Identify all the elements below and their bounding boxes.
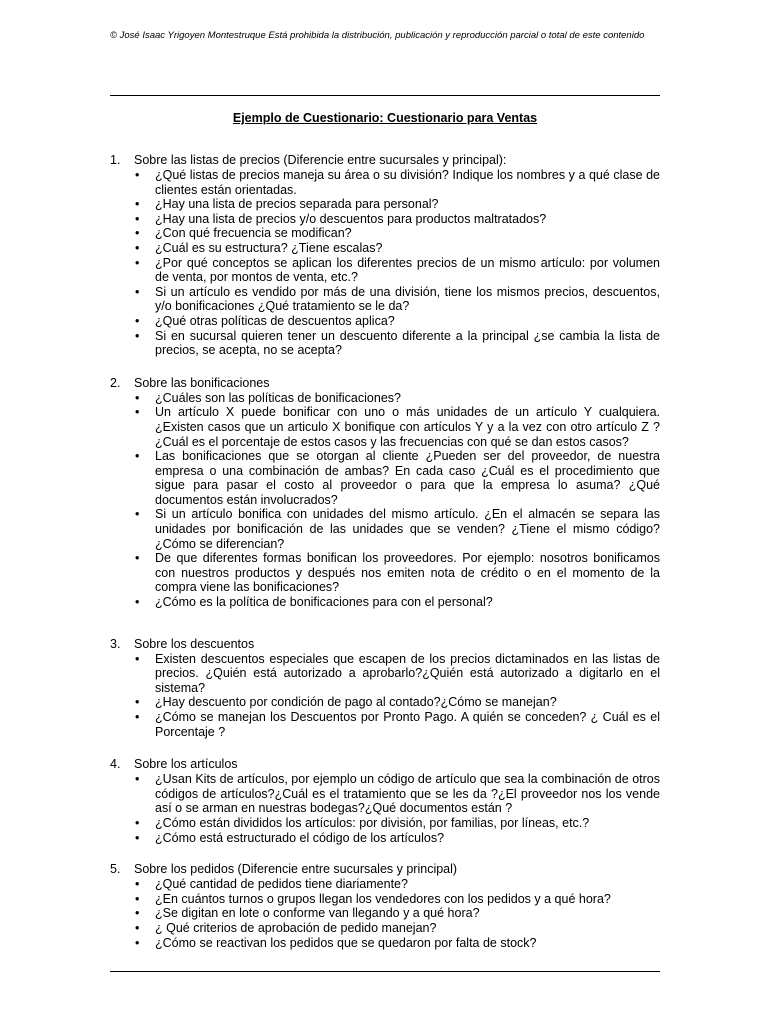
- bullet-icon: •: [135, 328, 140, 343]
- question-list: [110, 652, 660, 740]
- section-number: 4.: [110, 757, 121, 772]
- question-section: [110, 637, 660, 740]
- section-heading: [110, 637, 660, 652]
- question-item: [110, 314, 660, 329]
- question-item: [110, 168, 660, 197]
- section-number: 5.: [110, 862, 121, 877]
- question-text: ¿En cuántos turnos o grupos llegan los vendedores con los pedidos y a qué hora?: [155, 891, 611, 906]
- question-text: ¿Cómo están divididos los artículos: por división, por familias, por líneas, etc.?: [155, 815, 590, 830]
- question-list: [110, 391, 660, 610]
- question-item: [110, 226, 660, 241]
- question-text: ¿Hay una lista de precios y/o descuentos para productos maltratados?: [155, 211, 547, 226]
- question-item: [110, 329, 660, 358]
- bullet-icon: •: [135, 877, 140, 892]
- section-heading: [110, 757, 660, 772]
- copyright-header: © José Isaac Yrigoyen Montestruque Está prohibida la distribución, publicación y reproducción parcial o total de este contenido: [110, 30, 645, 41]
- bullet-icon: •: [135, 240, 140, 255]
- section-heading: [110, 376, 660, 391]
- bullet-icon: •: [135, 920, 140, 935]
- question-item: [110, 921, 660, 936]
- bullet-icon: •: [135, 710, 140, 724]
- question-text: ¿Cuáles son las políticas de bonificaciones?: [155, 390, 401, 405]
- question-item: [110, 816, 660, 831]
- bullet-icon: •: [135, 168, 140, 182]
- question-item: [110, 391, 660, 406]
- question-list: [110, 877, 660, 950]
- bullet-icon: •: [135, 255, 140, 270]
- question-section: [110, 153, 660, 358]
- question-text: ¿Cómo se manejan los Descuentos por Pronto Pago. A quién se conceden? ¿ Cuál es el Porcentaje ?: [155, 710, 660, 739]
- section-number: 1.: [110, 153, 121, 167]
- question-item: [110, 906, 660, 921]
- section-number: 2.: [110, 375, 121, 390]
- bullet-icon: •: [135, 595, 140, 610]
- bullet-icon: •: [135, 815, 140, 830]
- question-text: ¿Usan Kits de artículos, por ejemplo un código de artículo que sea la combinación de otros códigos de artículos?¿Cuál es el tratamiento que se les da ?¿El proveedor nos los vende así o se arman en nuestras bodegas?¿Qué documentos están ?: [155, 772, 660, 816]
- question-section: [110, 862, 660, 950]
- question-text: ¿ Qué criterios de aprobación de pedido manejan?: [155, 920, 437, 935]
- question-text: ¿Cómo es la política de bonificaciones para con el personal?: [155, 595, 493, 610]
- question-text: ¿Qué listas de precios maneja su área o su división? Indique los nombres y a qué clase de clientes están orientadas.: [155, 168, 660, 197]
- question-item: [110, 652, 660, 696]
- bullet-icon: •: [135, 935, 140, 950]
- section-heading: [110, 153, 660, 168]
- bullet-icon: •: [135, 891, 140, 906]
- question-item: [110, 877, 660, 892]
- question-text: ¿Qué cantidad de pedidos tiene diariamente?: [155, 877, 408, 892]
- question-text: ¿Con qué frecuencia se modifican?: [155, 226, 352, 241]
- question-text: ¿Cuál es su estructura? ¿Tiene escalas?: [155, 240, 383, 255]
- question-list: [110, 772, 660, 845]
- question-text: ¿Por qué conceptos se aplican los diferentes precios de un mismo artículo: por volumen de venta, por montos de venta, etc.?: [155, 255, 660, 285]
- question-text: Un artículo X puede bonificar con uno o más unidades de un artículo Y cualquiera. ¿Existen casos que un articulo X bonifique con artículos Y y a la vez con otro artículo Z ?¿Cuál es el porcentaje de estos casos y las frecuencias con qué se dan estos casos?: [155, 405, 660, 449]
- question-list: [110, 168, 660, 358]
- section-heading: [110, 862, 660, 877]
- section-heading-text: Sobre los artículos: [134, 757, 238, 772]
- question-text: ¿Se digitan en lote o conforme van llegando y a qué hora?: [155, 906, 480, 921]
- document-title: Ejemplo de Cuestionario: Cuestionario para Ventas: [232, 111, 538, 125]
- section-number: 3.: [110, 636, 121, 651]
- question-item: [110, 405, 660, 449]
- bullet-icon: •: [135, 830, 140, 845]
- questionnaire-body: [110, 153, 660, 950]
- section-heading-text: Sobre las bonificaciones: [134, 375, 270, 390]
- bullet-icon: •: [135, 405, 140, 420]
- question-item: [110, 595, 660, 610]
- question-item: [110, 772, 660, 816]
- bullet-icon: •: [135, 507, 140, 522]
- bullet-icon: •: [135, 226, 140, 241]
- question-item: [110, 936, 660, 951]
- question-text: ¿Hay descuento por condición de pago al contado?¿Cómo se manejan?: [155, 695, 557, 710]
- question-text: Si un artículo es vendido por más de una división, tiene los mismos precios, descuentos, y/o bonificaciones ¿Qué tratamiento se le da?: [155, 284, 660, 314]
- section-heading-text: Sobre las listas de precios (Diferencie entre sucursales y principal):: [134, 153, 507, 167]
- bullet-icon: •: [135, 906, 140, 921]
- bullet-icon: •: [135, 390, 140, 405]
- question-item: [110, 256, 660, 285]
- bullet-icon: •: [135, 284, 140, 299]
- bullet-icon: •: [135, 695, 140, 710]
- bullet-icon: •: [135, 313, 140, 328]
- question-text: ¿Qué otras políticas de descuentos aplica?: [155, 313, 395, 328]
- question-text: De que diferentes formas bonifican los proveedores. Por ejemplo: nosotros bonificamos con nuestros productos y después nos emiten nota de crédito o en el momento de la compra viene las bonificaciones?: [155, 551, 660, 595]
- question-item: [110, 197, 660, 212]
- bullet-icon: •: [135, 651, 140, 666]
- question-section: [110, 376, 660, 610]
- question-text: Si en sucursal quieren tener un descuento diferente a la principal ¿se cambia la lista de precios, se acepta, no se acepta?: [155, 328, 660, 358]
- bullet-icon: •: [135, 197, 140, 212]
- question-section: [110, 757, 660, 845]
- question-text: Si un artículo bonifica con unidades del mismo artículo. ¿En el almacén se separa las unidades por bonificación de las unidades que se venden? ¿Tiene el mismo código? ¿Cómo se diferencian?: [155, 507, 660, 551]
- question-item: [110, 551, 660, 595]
- question-text: Las bonificaciones que se otorgan al cliente ¿Pueden ser del proveedor, de nuestra empresa o una combinación de ambas? En cada caso ¿Cuál es el procedimiento que sigue para pasar el costo al proveedor o para que la empresa lo asuma? ¿Qué documentos están involucrados?: [155, 449, 660, 507]
- question-text: ¿Cómo está estructurado el código de los artículos?: [155, 830, 445, 845]
- header-divider: [110, 95, 660, 96]
- bullet-icon: •: [135, 551, 140, 566]
- question-item: [110, 212, 660, 227]
- question-item: [110, 507, 660, 551]
- bullet-icon: •: [135, 211, 140, 226]
- question-item: [110, 892, 660, 907]
- question-item: [110, 710, 660, 739]
- question-item: [110, 449, 660, 507]
- question-item: [110, 831, 660, 846]
- question-item: [110, 695, 660, 710]
- bullet-icon: •: [135, 449, 140, 464]
- question-text: ¿Cómo se reactivan los pedidos que se quedaron por falta de stock?: [155, 935, 537, 950]
- question-item: [110, 241, 660, 256]
- question-text: ¿Hay una lista de precios separada para personal?: [155, 197, 439, 212]
- bullet-icon: •: [135, 772, 140, 787]
- question-item: [110, 285, 660, 314]
- section-heading-text: Sobre los descuentos: [134, 636, 255, 651]
- footer-divider: [110, 971, 660, 972]
- question-text: Existen descuentos especiales que escapen de los precios dictaminados en las listas de precios. ¿Quién está autorizado a aprobarlo?¿Quién está autorizado a digitarlo en el sistema?: [155, 651, 660, 695]
- section-heading-text: Sobre los pedidos (Diferencie entre sucursales y principal): [134, 862, 458, 877]
